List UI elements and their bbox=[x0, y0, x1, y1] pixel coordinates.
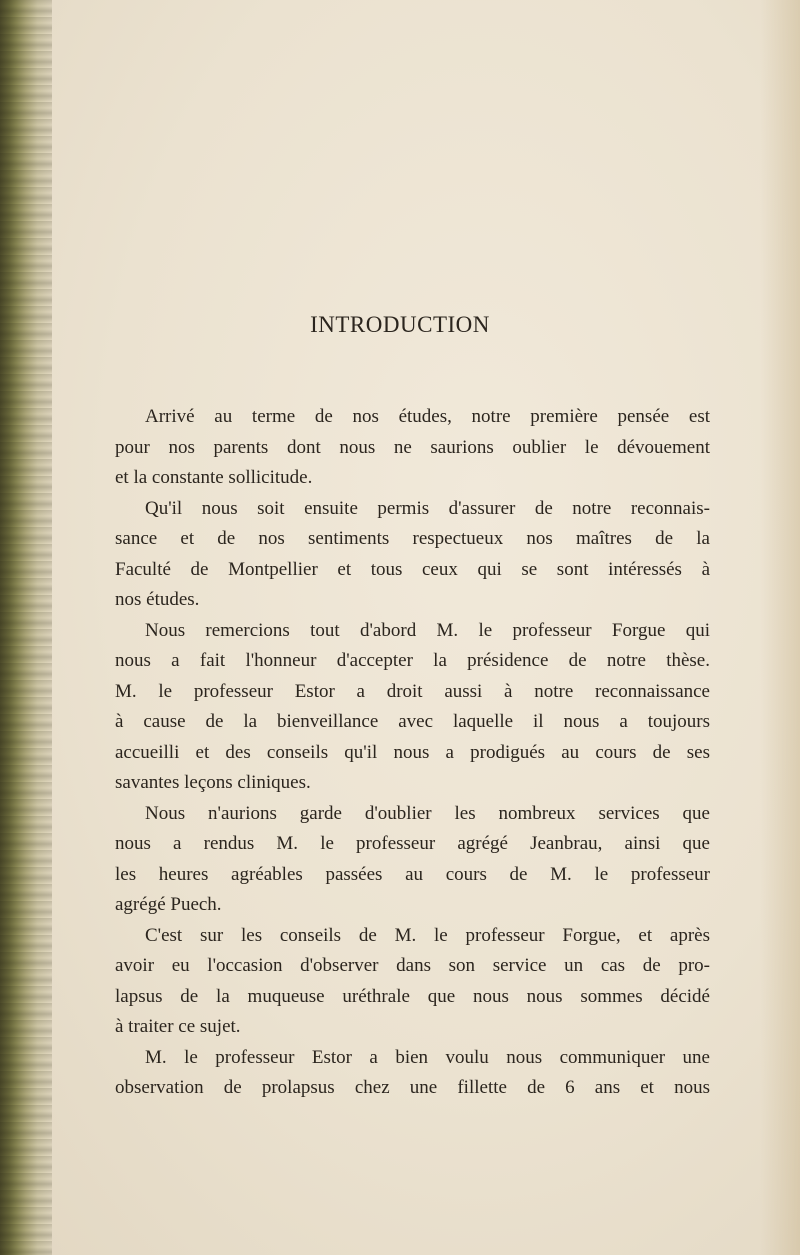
text-line: observation de prolapsus chez une fillette de 6 ans et nous bbox=[115, 1077, 710, 1098]
text-line: agrégé Puech. bbox=[115, 894, 222, 915]
text-line: Arrivé au terme de nos études, notre première pensée est bbox=[145, 406, 710, 427]
page-right-edge bbox=[760, 0, 800, 1255]
section-heading: INTRODUCTION bbox=[310, 312, 490, 337]
text-line: les heures agréables passées au cours de M. le professeur bbox=[115, 863, 710, 885]
text-line: sance et de nos sentiments respectueux nos maîtres de la bbox=[115, 528, 710, 549]
text-line: à cause de la bienveillance avec laquelle il nous a toujours bbox=[115, 711, 710, 732]
text-line: nous a fait l'honneur d'accepter la présidence de notre thèse. bbox=[115, 650, 710, 671]
text-line: C'est sur les conseils de M. le professeur Forgue, et après bbox=[145, 924, 710, 946]
text-line: M. le professeur Estor a bien voulu nous communiquer une bbox=[145, 1046, 710, 1068]
text-line: Nous remercions tout d'abord M. le professeur Forgue qui bbox=[145, 619, 710, 641]
text-line: Qu'il nous soit ensuite permis d'assurer de notre reconnais- bbox=[145, 497, 710, 519]
text-line: Nous n'aurions garde d'oublier les nombreux services que bbox=[145, 802, 710, 824]
text-line: nos études. bbox=[115, 589, 200, 610]
text-line: savantes leçons cliniques. bbox=[115, 772, 311, 793]
text-line: Faculté de Montpellier et tous ceux qui se sont intéressés à bbox=[115, 558, 710, 580]
text-line: et la constante sollicitude. bbox=[115, 467, 313, 488]
text-line: nous a rendus M. le professeur agrégé Jeanbrau, ainsi que bbox=[115, 833, 710, 854]
text-line: pour nos parents dont nous ne saurions oublier le dévouement bbox=[115, 436, 710, 458]
book-spine-shading bbox=[0, 0, 52, 1255]
text-line: M. le professeur Estor a droit aussi à notre reconnaissance bbox=[115, 680, 710, 702]
text-line: à traiter ce sujet. bbox=[115, 1016, 241, 1037]
text-line: lapsus de la muqueuse uréthrale que nous nous sommes décidé bbox=[115, 985, 710, 1007]
text-line: avoir eu l'occasion d'observer dans son service un cas de pro- bbox=[115, 955, 710, 976]
text-line: accueilli et des conseils qu'il nous a prodigués au cours de ses bbox=[115, 741, 710, 763]
body-text bbox=[115, 402, 710, 1104]
